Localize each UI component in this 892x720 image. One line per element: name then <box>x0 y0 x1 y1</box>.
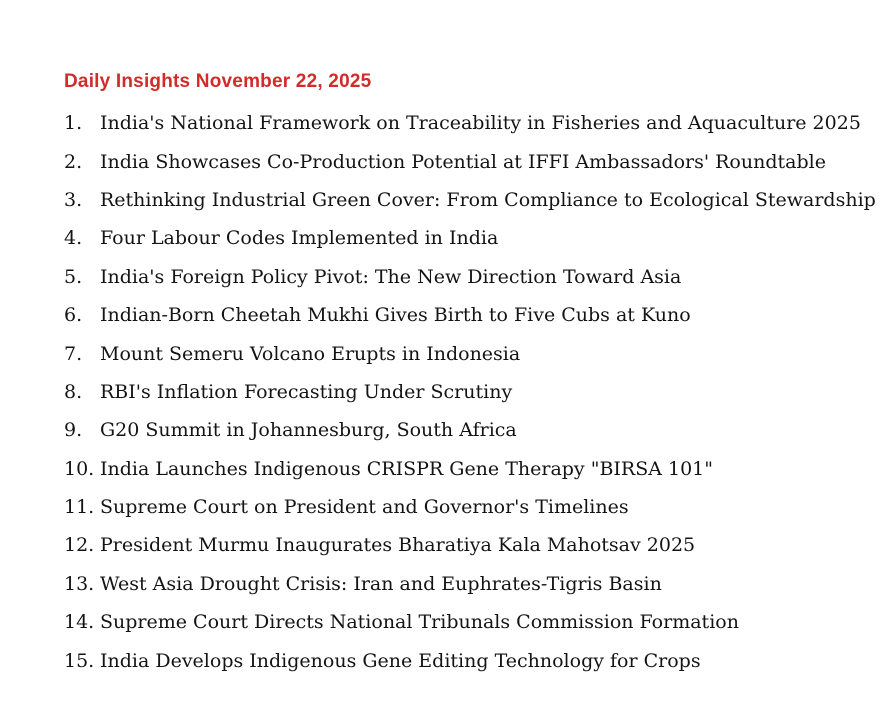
list-item-number: 10. <box>64 457 95 480</box>
list-item-number: 14. <box>64 611 95 634</box>
list-item-number: 1. <box>64 112 83 135</box>
list-item <box>64 603 862 641</box>
list-item-number: 12. <box>64 534 95 557</box>
list-item <box>64 258 862 296</box>
list-item <box>64 565 862 603</box>
list-item <box>64 526 862 564</box>
list-item <box>64 142 862 180</box>
list-item-title: Supreme Court on President and Governor's Timelines <box>100 496 629 519</box>
list-item-number: 2. <box>64 150 83 173</box>
list-item <box>64 488 862 526</box>
list-item-title: Mount Semeru Volcano Erupts in Indonesia <box>100 342 521 365</box>
list-item-title: RBI's Inflation Forecasting Under Scrutiny <box>100 380 513 403</box>
list-item <box>64 641 862 679</box>
list-item-title: India's Foreign Policy Pivot: The New Direction Toward Asia <box>100 265 682 288</box>
list-item-title: West Asia Drought Crisis: Iran and Euphrates-Tigris Basin <box>100 572 662 595</box>
list-item-title: Rethinking Industrial Green Cover: From Compliance to Ecological Stewardship <box>100 188 876 211</box>
list-item <box>64 334 862 372</box>
list-item-title: Four Labour Codes Implemented in India <box>100 227 499 250</box>
list-item <box>64 181 876 219</box>
list-item-number: 8. <box>64 380 83 403</box>
list-item-title: India Launches Indigenous CRISPR Gene Therapy "BIRSA 101" <box>100 457 714 480</box>
list-item <box>64 296 862 334</box>
list-item-number: 5. <box>64 265 83 288</box>
list-item-number: 7. <box>64 342 83 365</box>
list-item-number: 3. <box>64 188 83 211</box>
list-item-number: 4. <box>64 227 83 250</box>
list-item <box>64 219 862 257</box>
insights-list <box>64 104 876 680</box>
list-item-title: Indian-Born Cheetah Mukhi Gives Birth to Five Cubs at Kuno <box>100 304 691 327</box>
list-item-number: 11. <box>64 496 95 519</box>
list-item <box>64 104 862 142</box>
page-title: Daily Insights November 22, 2025 <box>64 71 372 92</box>
list-item-title: India Showcases Co-Production Potential at IFFI Ambassadors' Roundtable <box>100 150 826 173</box>
list-item-title: India's National Framework on Traceability in Fisheries and Aquaculture 2025 <box>100 112 861 135</box>
list-item-title: President Murmu Inaugurates Bharatiya Kala Mahotsav 2025 <box>100 534 696 557</box>
list-item <box>64 450 862 488</box>
list-item-number: 9. <box>64 419 83 442</box>
list-item-number: 15. <box>64 649 95 672</box>
list-item-number: 6. <box>64 304 83 327</box>
list-item-number: 13. <box>64 572 95 595</box>
list-item-title: G20 Summit in Johannesburg, South Africa <box>100 419 517 442</box>
list-item-title: India Develops Indigenous Gene Editing Technology for Crops <box>100 649 701 672</box>
list-item-title: Supreme Court Directs National Tribunals Commission Formation <box>100 611 739 634</box>
list-item <box>64 411 862 449</box>
list-item <box>64 373 862 411</box>
